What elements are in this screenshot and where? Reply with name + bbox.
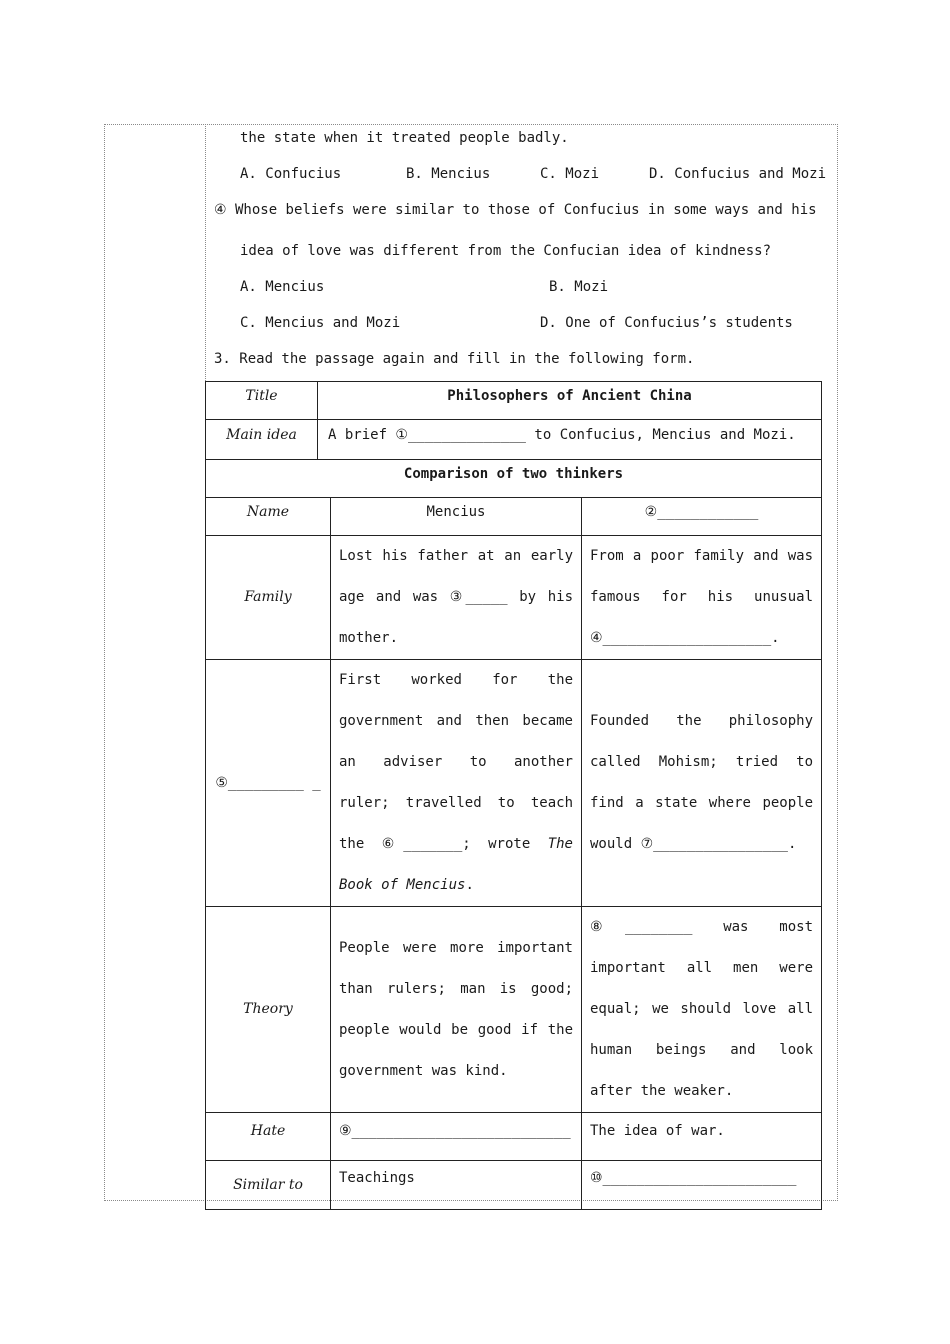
comparison-header: Comparison of two thinkers <box>206 460 822 498</box>
name-label: Name <box>206 498 331 536</box>
title-value: Philosophers of Ancient China <box>318 382 822 420</box>
row-5-blank-text: ⑤_________ _ <box>215 774 321 791</box>
main-idea-label: Main idea <box>206 420 318 460</box>
family-mozi: From a poor family and was famous for his unusual ④____________________. <box>582 536 822 660</box>
q4-option-a: A. Mencius <box>240 279 325 295</box>
book-of-mencius-title: The Book of Mencius <box>339 836 573 893</box>
q4-option-b: B. Mozi <box>549 279 609 295</box>
theory-mozi: ⑧________ was most important all men were equal; we should love all human beings and look after the weaker. <box>582 907 822 1113</box>
q4-line-1: ④ Whose beliefs were similar to those of Confucius in some ways and his <box>214 202 817 218</box>
similar-to-label: Similar to <box>206 1161 331 1210</box>
q4-option-c: C. Mencius and Mozi <box>240 315 401 331</box>
family-mencius: Lost his father at an early age and was ③_____ by his mother. <box>331 536 582 660</box>
family-label: Family <box>206 536 331 660</box>
q4-option-d: D. One of Confucius’s students <box>540 315 793 331</box>
q3-tail-text: the state when it treated people badly. <box>240 130 569 146</box>
task-3-instruction: 3. Read the passage again and fill in the following form. <box>214 351 695 367</box>
name-blank-2: ②____________ <box>582 498 822 536</box>
similar-mozi-blank-10: ⑩_______________________ <box>582 1161 822 1210</box>
q3-option-d: D. Confucius and Mozi <box>649 166 827 182</box>
name-mencius: Mencius <box>331 498 582 536</box>
comparison-form <box>205 381 822 1210</box>
hate-label: Hate <box>206 1113 331 1161</box>
q3-option-c: C. Mozi <box>540 166 600 182</box>
hate-mencius-blank-9: ⑨__________________________ <box>331 1113 582 1161</box>
career-mencius-text: First worked for the government and then became an adviser to another ruler; travelled to teach the ⑥_______; wrote <box>339 672 573 852</box>
theory-label: Theory <box>206 907 331 1113</box>
career-mencius <box>331 660 582 907</box>
career-mozi: Founded the philosophy called Mohism; tried to find a state where people would ⑦________________. <box>582 660 822 907</box>
career-mencius-period: . <box>465 877 474 893</box>
q3-option-b: B. Mencius <box>406 166 491 182</box>
theory-mencius: People were more important than rulers; man is good; people would be good if the government was kind. <box>331 907 582 1113</box>
q3-option-a: A. Confucius <box>240 166 342 182</box>
title-label: Title <box>206 382 318 420</box>
row-5-blank-label <box>206 660 331 907</box>
hate-mozi: The idea of war. <box>582 1113 822 1161</box>
main-idea-value: A brief ①______________ to Confucius, Mencius and Mozi. <box>318 420 822 460</box>
q4-line-2: idea of love was different from the Confucian idea of kindness? <box>240 243 772 259</box>
similar-mencius: Teachings <box>331 1161 582 1210</box>
